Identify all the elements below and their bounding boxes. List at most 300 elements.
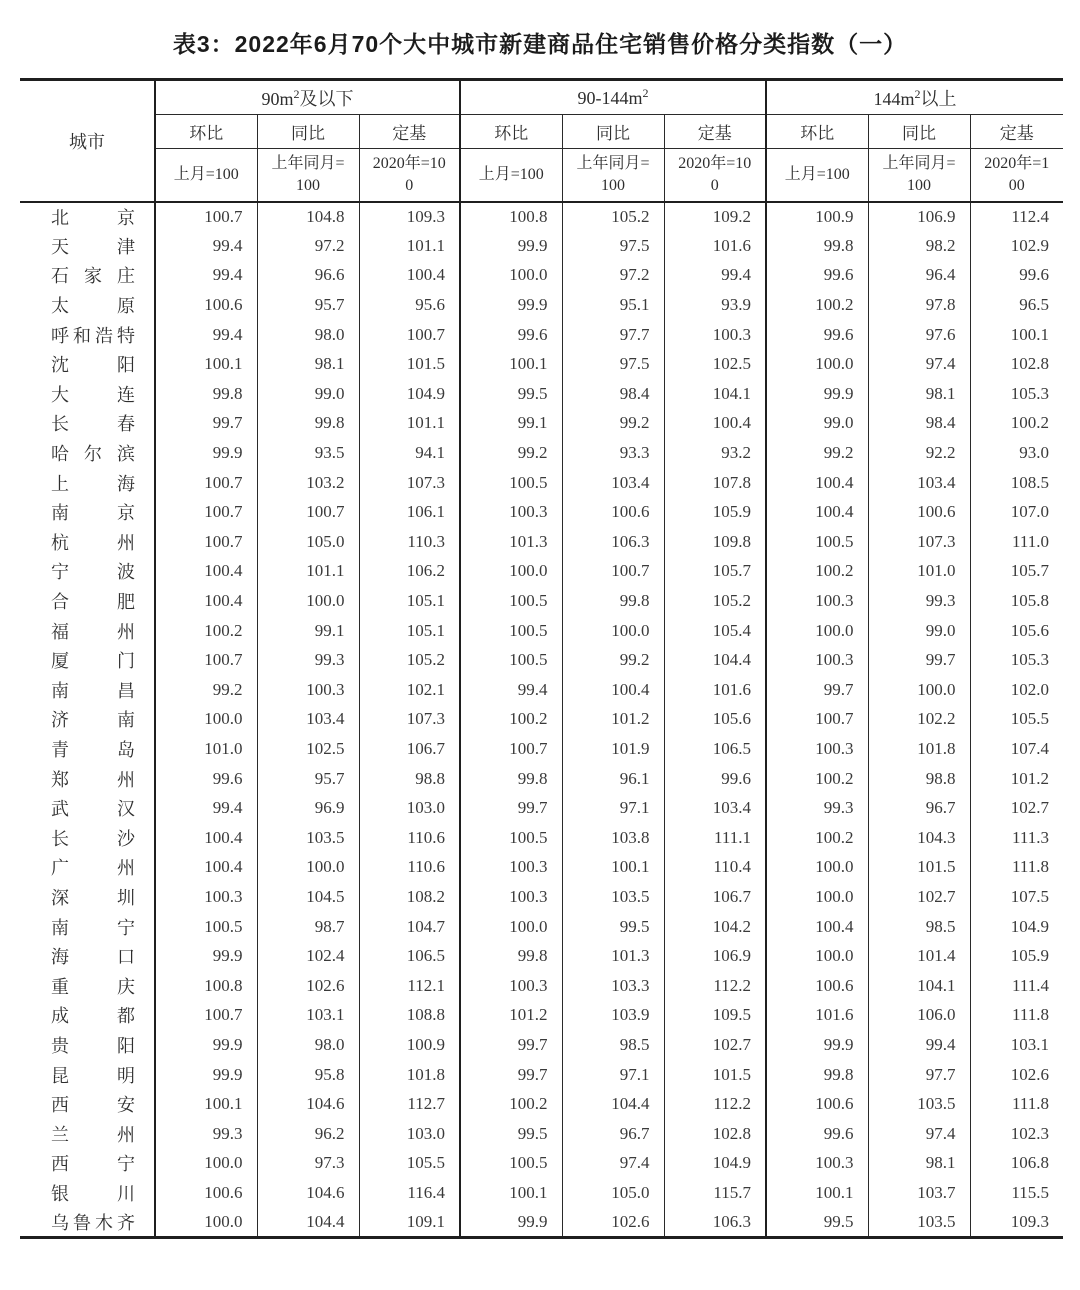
value-cell: 99.3 bbox=[766, 793, 868, 823]
value-cell: 104.1 bbox=[664, 379, 766, 409]
city-name: 厦门 bbox=[51, 651, 135, 672]
value-cell: 112.4 bbox=[970, 202, 1063, 232]
value-cell: 100.0 bbox=[257, 586, 359, 616]
value-cell: 103.4 bbox=[868, 468, 970, 498]
value-cell: 100.0 bbox=[155, 705, 257, 735]
city-cell bbox=[20, 231, 155, 261]
value-cell: 99.5 bbox=[460, 379, 562, 409]
value-cell: 100.7 bbox=[155, 645, 257, 675]
value-cell: 103.2 bbox=[257, 468, 359, 498]
city-name: 呼和浩特 bbox=[51, 325, 135, 346]
city-name: 长沙 bbox=[51, 828, 135, 849]
city-cell bbox=[20, 1178, 155, 1208]
city-name: 银川 bbox=[51, 1183, 135, 1204]
table-row bbox=[20, 527, 1063, 557]
value-cell: 105.3 bbox=[970, 645, 1063, 675]
value-cell: 104.4 bbox=[257, 1208, 359, 1238]
city-name: 大连 bbox=[51, 384, 135, 405]
value-cell: 100.2 bbox=[766, 290, 868, 320]
value-cell: 96.7 bbox=[868, 793, 970, 823]
value-cell: 111.3 bbox=[970, 823, 1063, 853]
page-title: 表3：2022年6月70个大中城市新建商品住宅销售价格分类指数（一） bbox=[172, 31, 908, 57]
value-cell: 104.1 bbox=[868, 971, 970, 1001]
city-name: 太原 bbox=[51, 296, 135, 317]
table-row bbox=[20, 853, 1063, 883]
value-cell: 99.6 bbox=[155, 764, 257, 794]
value-cell: 100.9 bbox=[766, 202, 868, 232]
value-cell: 100.2 bbox=[766, 557, 868, 587]
table-row bbox=[20, 734, 1063, 764]
value-cell: 98.5 bbox=[868, 912, 970, 942]
value-cell: 99.2 bbox=[766, 438, 868, 468]
value-cell: 100.0 bbox=[766, 882, 868, 912]
value-cell: 102.0 bbox=[970, 675, 1063, 705]
value-cell: 100.3 bbox=[664, 320, 766, 350]
table-row bbox=[20, 290, 1063, 320]
value-cell: 103.5 bbox=[868, 1208, 970, 1238]
value-cell: 94.1 bbox=[359, 438, 460, 468]
city-name: 沈阳 bbox=[51, 355, 135, 376]
value-cell: 100.6 bbox=[766, 1089, 868, 1119]
value-cell: 108.5 bbox=[970, 468, 1063, 498]
value-cell: 96.4 bbox=[868, 261, 970, 291]
value-cell: 102.8 bbox=[970, 349, 1063, 379]
value-cell: 111.8 bbox=[970, 1001, 1063, 1031]
value-cell: 101.6 bbox=[664, 231, 766, 261]
base-header-prev-month-3: 上月=100 bbox=[766, 149, 868, 202]
value-cell: 101.6 bbox=[766, 1001, 868, 1031]
city-cell bbox=[20, 853, 155, 883]
value-cell: 101.5 bbox=[359, 349, 460, 379]
value-cell: 98.2 bbox=[868, 231, 970, 261]
value-cell: 100.3 bbox=[460, 971, 562, 1001]
metric-header-yoy-3: 同比 bbox=[868, 115, 970, 149]
city-cell bbox=[20, 793, 155, 823]
city-name: 乌鲁木齐 bbox=[51, 1212, 135, 1233]
value-cell: 104.9 bbox=[664, 1149, 766, 1179]
value-cell: 99.4 bbox=[155, 793, 257, 823]
value-cell: 103.4 bbox=[562, 468, 664, 498]
value-cell: 101.3 bbox=[460, 527, 562, 557]
value-cell: 98.8 bbox=[359, 764, 460, 794]
value-cell: 101.8 bbox=[868, 734, 970, 764]
value-cell: 100.0 bbox=[155, 1208, 257, 1238]
value-cell: 101.1 bbox=[257, 557, 359, 587]
value-cell: 101.5 bbox=[868, 853, 970, 883]
value-cell: 100.6 bbox=[766, 971, 868, 1001]
city-cell bbox=[20, 527, 155, 557]
value-cell: 108.8 bbox=[359, 1001, 460, 1031]
value-cell: 100.0 bbox=[460, 557, 562, 587]
city-cell bbox=[20, 1208, 155, 1238]
value-cell: 102.2 bbox=[868, 705, 970, 735]
value-cell: 97.3 bbox=[257, 1149, 359, 1179]
value-cell: 99.9 bbox=[155, 438, 257, 468]
value-cell: 102.3 bbox=[970, 1119, 1063, 1149]
city-cell bbox=[20, 1001, 155, 1031]
value-cell: 106.3 bbox=[562, 527, 664, 557]
metric-header-row bbox=[20, 115, 1063, 149]
table-row bbox=[20, 231, 1063, 261]
value-cell: 99.1 bbox=[460, 409, 562, 439]
value-cell: 97.1 bbox=[562, 793, 664, 823]
value-cell: 105.1 bbox=[359, 586, 460, 616]
table-row bbox=[20, 320, 1063, 350]
value-cell: 99.4 bbox=[664, 261, 766, 291]
value-cell: 111.0 bbox=[970, 527, 1063, 557]
city-cell bbox=[20, 1060, 155, 1090]
city-name: 天津 bbox=[51, 236, 135, 257]
value-cell: 110.6 bbox=[359, 853, 460, 883]
value-cell: 107.3 bbox=[359, 468, 460, 498]
value-cell: 105.2 bbox=[562, 202, 664, 232]
base-header-prev-year-2: 上年同月=100 bbox=[562, 149, 664, 202]
city-name: 福州 bbox=[51, 621, 135, 642]
base-header-2020-2: 2020年=100 bbox=[664, 149, 766, 202]
value-cell: 103.3 bbox=[562, 971, 664, 1001]
value-cell: 95.7 bbox=[257, 764, 359, 794]
value-cell: 99.3 bbox=[155, 1119, 257, 1149]
value-cell: 105.6 bbox=[970, 616, 1063, 646]
value-cell: 100.4 bbox=[155, 586, 257, 616]
value-cell: 107.5 bbox=[970, 882, 1063, 912]
city-name: 郑州 bbox=[51, 769, 135, 790]
value-cell: 100.7 bbox=[257, 497, 359, 527]
table-row bbox=[20, 675, 1063, 705]
city-cell bbox=[20, 971, 155, 1001]
value-cell: 101.3 bbox=[562, 941, 664, 971]
value-cell: 97.4 bbox=[562, 1149, 664, 1179]
value-cell: 99.2 bbox=[562, 409, 664, 439]
value-cell: 105.5 bbox=[970, 705, 1063, 735]
value-cell: 112.7 bbox=[359, 1089, 460, 1119]
city-name: 重庆 bbox=[51, 976, 135, 997]
value-cell: 106.9 bbox=[664, 941, 766, 971]
table-row bbox=[20, 409, 1063, 439]
value-cell: 107.4 bbox=[970, 734, 1063, 764]
value-cell: 100.9 bbox=[359, 1030, 460, 1060]
value-cell: 100.0 bbox=[766, 349, 868, 379]
city-name: 兰州 bbox=[51, 1124, 135, 1145]
value-cell: 103.8 bbox=[562, 823, 664, 853]
value-cell: 93.9 bbox=[664, 290, 766, 320]
value-cell: 100.4 bbox=[155, 557, 257, 587]
city-cell bbox=[20, 290, 155, 320]
value-cell: 99.7 bbox=[460, 1030, 562, 1060]
value-cell: 104.6 bbox=[257, 1089, 359, 1119]
value-cell: 99.2 bbox=[155, 675, 257, 705]
value-cell: 106.1 bbox=[359, 497, 460, 527]
value-cell: 97.5 bbox=[562, 231, 664, 261]
value-cell: 111.1 bbox=[664, 823, 766, 853]
value-cell: 109.2 bbox=[664, 202, 766, 232]
value-cell: 100.7 bbox=[766, 705, 868, 735]
metric-header-yoy-1: 同比 bbox=[257, 115, 359, 149]
value-cell: 100.5 bbox=[460, 1149, 562, 1179]
city-name: 西安 bbox=[51, 1095, 135, 1116]
city-name: 昆明 bbox=[51, 1065, 135, 1086]
table-row bbox=[20, 1060, 1063, 1090]
value-cell: 112.1 bbox=[359, 971, 460, 1001]
value-cell: 99.9 bbox=[155, 1030, 257, 1060]
city-name: 杭州 bbox=[51, 532, 135, 553]
value-cell: 103.1 bbox=[257, 1001, 359, 1031]
value-cell: 102.1 bbox=[359, 675, 460, 705]
value-cell: 98.0 bbox=[257, 320, 359, 350]
value-cell: 108.2 bbox=[359, 882, 460, 912]
city-cell bbox=[20, 823, 155, 853]
value-cell: 104.9 bbox=[970, 912, 1063, 942]
value-cell: 110.6 bbox=[359, 823, 460, 853]
city-cell bbox=[20, 497, 155, 527]
value-cell: 101.4 bbox=[868, 941, 970, 971]
table-row bbox=[20, 1149, 1063, 1179]
value-cell: 99.7 bbox=[868, 645, 970, 675]
value-cell: 100.0 bbox=[460, 261, 562, 291]
value-cell: 97.2 bbox=[257, 231, 359, 261]
value-cell: 100.2 bbox=[155, 616, 257, 646]
value-cell: 99.7 bbox=[766, 675, 868, 705]
value-cell: 110.4 bbox=[664, 853, 766, 883]
table-row bbox=[20, 616, 1063, 646]
value-cell: 103.4 bbox=[664, 793, 766, 823]
value-cell: 100.0 bbox=[155, 1149, 257, 1179]
value-cell: 99.0 bbox=[868, 616, 970, 646]
value-cell: 99.9 bbox=[460, 1208, 562, 1238]
metric-header-yoy-2: 同比 bbox=[562, 115, 664, 149]
value-cell: 100.7 bbox=[155, 202, 257, 232]
table-row bbox=[20, 823, 1063, 853]
table-row bbox=[20, 793, 1063, 823]
value-cell: 100.7 bbox=[359, 320, 460, 350]
value-cell: 100.6 bbox=[155, 1178, 257, 1208]
value-cell: 100.6 bbox=[868, 497, 970, 527]
value-cell: 101.0 bbox=[868, 557, 970, 587]
value-cell: 93.3 bbox=[562, 438, 664, 468]
value-cell: 104.4 bbox=[664, 645, 766, 675]
value-cell: 102.5 bbox=[664, 349, 766, 379]
value-cell: 99.8 bbox=[155, 379, 257, 409]
value-cell: 110.3 bbox=[359, 527, 460, 557]
base-header-2020-1: 2020年=100 bbox=[359, 149, 460, 202]
value-cell: 116.4 bbox=[359, 1178, 460, 1208]
city-cell bbox=[20, 202, 155, 232]
city-cell bbox=[20, 764, 155, 794]
value-cell: 100.7 bbox=[562, 557, 664, 587]
value-cell: 103.0 bbox=[359, 1119, 460, 1149]
value-cell: 96.7 bbox=[562, 1119, 664, 1149]
table-row bbox=[20, 497, 1063, 527]
value-cell: 109.3 bbox=[359, 202, 460, 232]
value-cell: 109.1 bbox=[359, 1208, 460, 1238]
value-cell: 100.0 bbox=[766, 853, 868, 883]
base-header-prev-year-3: 上年同月=100 bbox=[868, 149, 970, 202]
base-header-prev-month-2: 上月=100 bbox=[460, 149, 562, 202]
value-cell: 115.7 bbox=[664, 1178, 766, 1208]
value-cell: 100.4 bbox=[664, 409, 766, 439]
value-cell: 98.4 bbox=[868, 409, 970, 439]
value-cell: 98.5 bbox=[562, 1030, 664, 1060]
value-cell: 106.5 bbox=[359, 941, 460, 971]
value-cell: 98.1 bbox=[868, 379, 970, 409]
value-cell: 102.7 bbox=[970, 793, 1063, 823]
value-cell: 100.8 bbox=[155, 971, 257, 1001]
value-cell: 100.1 bbox=[155, 349, 257, 379]
table-row bbox=[20, 705, 1063, 735]
value-cell: 99.8 bbox=[766, 1060, 868, 1090]
value-cell: 105.6 bbox=[664, 705, 766, 735]
value-cell: 99.5 bbox=[766, 1208, 868, 1238]
value-cell: 111.8 bbox=[970, 1089, 1063, 1119]
base-header-prev-year-1: 上年同月=100 bbox=[257, 149, 359, 202]
value-cell: 103.4 bbox=[257, 705, 359, 735]
value-cell: 100.2 bbox=[970, 409, 1063, 439]
value-cell: 111.8 bbox=[970, 853, 1063, 883]
value-cell: 99.1 bbox=[257, 616, 359, 646]
table-row bbox=[20, 557, 1063, 587]
table-row bbox=[20, 1178, 1063, 1208]
value-cell: 100.0 bbox=[460, 912, 562, 942]
value-cell: 100.5 bbox=[460, 586, 562, 616]
city-cell bbox=[20, 320, 155, 350]
value-cell: 101.1 bbox=[359, 231, 460, 261]
value-cell: 104.3 bbox=[868, 823, 970, 853]
value-cell: 102.7 bbox=[664, 1030, 766, 1060]
value-cell: 101.8 bbox=[359, 1060, 460, 1090]
city-cell bbox=[20, 438, 155, 468]
value-cell: 99.7 bbox=[460, 793, 562, 823]
value-cell: 99.8 bbox=[766, 231, 868, 261]
value-cell: 99.9 bbox=[766, 379, 868, 409]
value-cell: 109.3 bbox=[970, 1208, 1063, 1238]
city-name: 北京 bbox=[51, 207, 135, 228]
value-cell: 100.5 bbox=[155, 912, 257, 942]
metric-header-mom-3: 环比 bbox=[766, 115, 868, 149]
table-row bbox=[20, 882, 1063, 912]
value-cell: 98.1 bbox=[868, 1149, 970, 1179]
group-header-row bbox=[20, 80, 1063, 115]
value-cell: 100.8 bbox=[460, 202, 562, 232]
value-cell: 102.5 bbox=[257, 734, 359, 764]
value-cell: 103.1 bbox=[970, 1030, 1063, 1060]
value-cell: 105.5 bbox=[359, 1149, 460, 1179]
value-cell: 102.4 bbox=[257, 941, 359, 971]
value-cell: 93.2 bbox=[664, 438, 766, 468]
value-cell: 95.7 bbox=[257, 290, 359, 320]
metric-header-fixed-base-1: 定基 bbox=[359, 115, 460, 149]
value-cell: 103.7 bbox=[868, 1178, 970, 1208]
value-cell: 105.0 bbox=[562, 1178, 664, 1208]
value-cell: 105.7 bbox=[970, 557, 1063, 587]
table-row bbox=[20, 764, 1063, 794]
value-cell: 104.4 bbox=[562, 1089, 664, 1119]
value-cell: 100.0 bbox=[562, 616, 664, 646]
metric-header-mom-2: 环比 bbox=[460, 115, 562, 149]
value-cell: 100.4 bbox=[155, 823, 257, 853]
table-row bbox=[20, 379, 1063, 409]
value-cell: 100.6 bbox=[562, 497, 664, 527]
value-cell: 99.6 bbox=[970, 261, 1063, 291]
city-cell bbox=[20, 1149, 155, 1179]
value-cell: 97.6 bbox=[868, 320, 970, 350]
value-cell: 100.1 bbox=[155, 1089, 257, 1119]
value-cell: 106.8 bbox=[970, 1149, 1063, 1179]
value-cell: 100.7 bbox=[155, 527, 257, 557]
value-cell: 100.5 bbox=[460, 468, 562, 498]
group-label-post: 及以下 bbox=[299, 88, 354, 109]
value-cell: 98.0 bbox=[257, 1030, 359, 1060]
value-cell: 100.0 bbox=[868, 675, 970, 705]
value-cell: 115.5 bbox=[970, 1178, 1063, 1208]
superscript-2: 2 bbox=[914, 86, 921, 101]
value-cell: 105.9 bbox=[970, 941, 1063, 971]
value-cell: 101.2 bbox=[460, 1001, 562, 1031]
value-cell: 100.1 bbox=[562, 853, 664, 883]
city-name: 成都 bbox=[51, 1006, 135, 1027]
value-cell: 99.9 bbox=[155, 1060, 257, 1090]
value-cell: 106.3 bbox=[664, 1208, 766, 1238]
value-cell: 105.4 bbox=[664, 616, 766, 646]
value-cell: 105.1 bbox=[359, 616, 460, 646]
value-cell: 100.4 bbox=[359, 261, 460, 291]
group-header-90-144 bbox=[460, 80, 766, 115]
value-cell: 100.3 bbox=[257, 675, 359, 705]
value-cell: 93.0 bbox=[970, 438, 1063, 468]
value-cell: 100.7 bbox=[460, 734, 562, 764]
city-cell bbox=[20, 675, 155, 705]
value-cell: 100.2 bbox=[766, 764, 868, 794]
city-name: 南宁 bbox=[51, 917, 135, 938]
value-cell: 96.5 bbox=[970, 290, 1063, 320]
value-cell: 100.2 bbox=[460, 705, 562, 735]
city-cell bbox=[20, 616, 155, 646]
value-cell: 101.0 bbox=[155, 734, 257, 764]
base-header-prev-month-1: 上月=100 bbox=[155, 149, 257, 202]
value-cell: 100.4 bbox=[766, 468, 868, 498]
value-cell: 100.5 bbox=[766, 527, 868, 557]
value-cell: 99.8 bbox=[460, 764, 562, 794]
value-cell: 109.8 bbox=[664, 527, 766, 557]
value-cell: 97.8 bbox=[868, 290, 970, 320]
value-cell: 105.0 bbox=[257, 527, 359, 557]
value-cell: 111.4 bbox=[970, 971, 1063, 1001]
value-cell: 96.6 bbox=[257, 261, 359, 291]
value-cell: 99.0 bbox=[766, 409, 868, 439]
value-cell: 99.4 bbox=[460, 675, 562, 705]
table-row bbox=[20, 438, 1063, 468]
value-cell: 97.7 bbox=[868, 1060, 970, 1090]
value-cell: 102.9 bbox=[970, 231, 1063, 261]
table-row bbox=[20, 1208, 1063, 1238]
value-cell: 99.4 bbox=[868, 1030, 970, 1060]
value-cell: 103.9 bbox=[562, 1001, 664, 1031]
value-cell: 99.6 bbox=[460, 320, 562, 350]
city-name: 武汉 bbox=[51, 799, 135, 820]
city-name: 上海 bbox=[51, 473, 135, 494]
city-cell bbox=[20, 586, 155, 616]
city-cell bbox=[20, 941, 155, 971]
value-cell: 100.3 bbox=[155, 882, 257, 912]
value-cell: 99.0 bbox=[257, 379, 359, 409]
value-cell: 99.4 bbox=[155, 261, 257, 291]
value-cell: 101.5 bbox=[664, 1060, 766, 1090]
table-row bbox=[20, 645, 1063, 675]
value-cell: 106.0 bbox=[868, 1001, 970, 1031]
table-row bbox=[20, 912, 1063, 942]
value-cell: 102.6 bbox=[562, 1208, 664, 1238]
table-body bbox=[20, 202, 1063, 1238]
value-cell: 99.5 bbox=[562, 912, 664, 942]
